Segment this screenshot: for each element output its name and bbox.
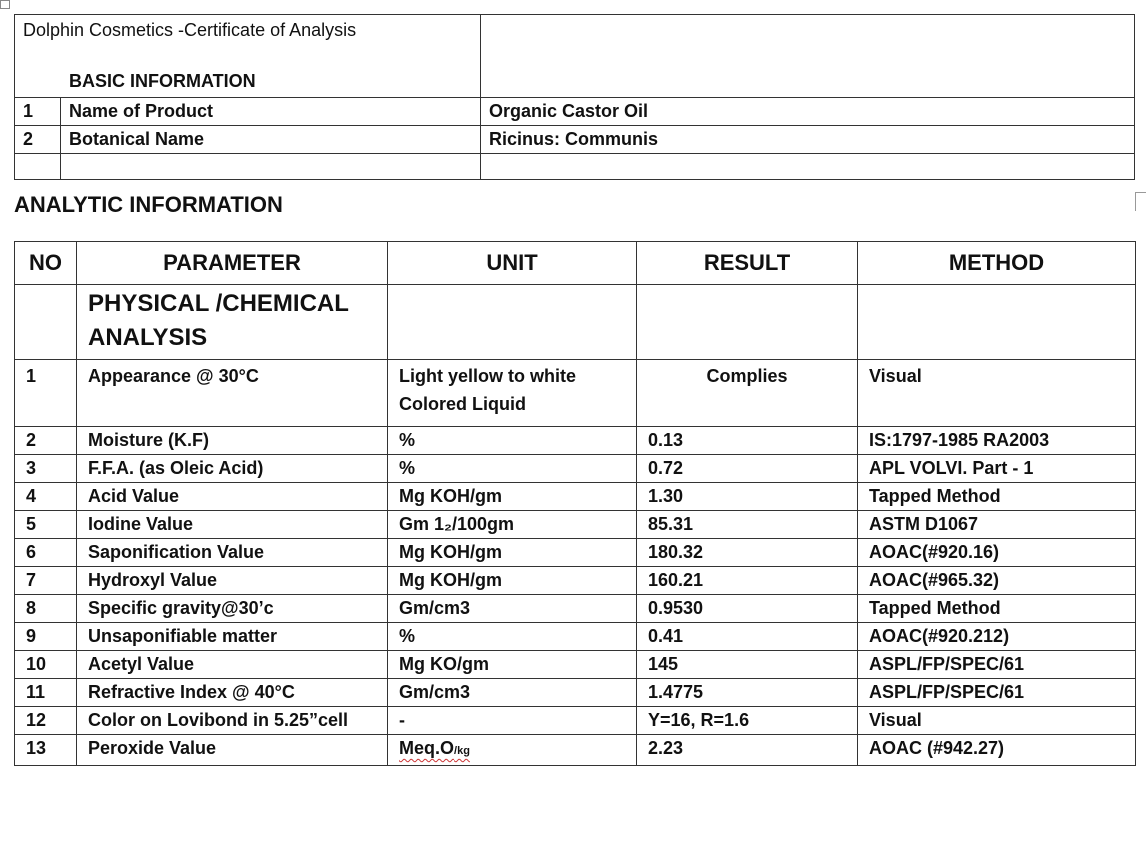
- title-cell: [15, 15, 481, 98]
- header-row: [15, 242, 1136, 285]
- row-number: 3: [15, 455, 77, 483]
- table-row: [15, 126, 1135, 154]
- result-cell: 0.72: [637, 455, 858, 483]
- row-number: 4: [15, 483, 77, 511]
- unit-cell: %: [388, 623, 637, 651]
- table-row: [15, 679, 1136, 707]
- table-resize-handle-icon[interactable]: [1135, 192, 1146, 211]
- method-cell: APL VOLVI. Part - 1: [858, 455, 1136, 483]
- row-number: 1: [15, 360, 77, 427]
- empty-cell: [61, 154, 481, 180]
- field-value: Ricinus: Communis: [481, 126, 1135, 154]
- method-cell: Visual: [858, 360, 1136, 427]
- table-row: [15, 427, 1136, 455]
- parameter-cell: Refractive Index @ 40°C: [77, 679, 388, 707]
- unit-main: Meq.O: [399, 738, 455, 758]
- row-number: 9: [15, 623, 77, 651]
- row-number: 13: [15, 735, 77, 766]
- row-number: 8: [15, 595, 77, 623]
- result-cell: 0.41: [637, 623, 858, 651]
- empty-cell: [637, 285, 858, 360]
- table-row: [15, 98, 1135, 126]
- table-row: [15, 360, 1136, 427]
- parameter-cell: Iodine Value: [77, 511, 388, 539]
- table-row: [15, 595, 1136, 623]
- section-label: PHYSICAL /CHEMICAL ANALYSIS: [77, 285, 388, 360]
- parameter-cell: Specific gravity@30’c: [77, 595, 388, 623]
- result-cell: 160.21: [637, 567, 858, 595]
- empty-cell: [388, 285, 637, 360]
- header-parameter: PARAMETER: [77, 242, 388, 285]
- header-method: METHOD: [858, 242, 1136, 285]
- result-cell: 85.31: [637, 511, 858, 539]
- row-number: 10: [15, 651, 77, 679]
- parameter-cell: Color on Lovibond in 5.25”cell: [77, 707, 388, 735]
- unit-cell: Mg KOH/gm: [388, 539, 637, 567]
- method-cell: AOAC(#965.32): [858, 567, 1136, 595]
- analytic-information-table: [14, 241, 1136, 766]
- parameter-cell: Acetyl Value: [77, 651, 388, 679]
- method-cell: ASPL/FP/SPEC/61: [858, 679, 1136, 707]
- parameter-cell: Moisture (K.F): [77, 427, 388, 455]
- empty-cell: [481, 154, 1135, 180]
- table-row: [15, 567, 1136, 595]
- empty-row: [15, 154, 1135, 180]
- parameter-cell: Appearance @ 30°C: [77, 360, 388, 427]
- unit-subscript: /kg: [454, 745, 470, 757]
- parameter-cell: Unsaponifiable matter: [77, 623, 388, 651]
- header-no: NO: [15, 242, 77, 285]
- method-cell: IS:1797-1985 RA2003: [858, 427, 1136, 455]
- unit-cell: Light yellow to white Colored Liquid: [388, 360, 637, 427]
- result-cell: 0.13: [637, 427, 858, 455]
- unit-cell: Mg KOH/gm: [388, 567, 637, 595]
- row-number: 5: [15, 511, 77, 539]
- unit-cell: -: [388, 707, 637, 735]
- method-cell: Tapped Method: [858, 595, 1136, 623]
- parameter-cell: F.F.A. (as Oleic Acid): [77, 455, 388, 483]
- method-cell: AOAC(#920.212): [858, 623, 1136, 651]
- result-cell: 0.9530: [637, 595, 858, 623]
- row-number: 2: [15, 126, 61, 154]
- header-result: RESULT: [637, 242, 858, 285]
- result-cell: 2.23: [637, 735, 858, 766]
- document-title: Dolphin Cosmetics -Certificate of Analysis: [23, 20, 357, 40]
- unit-cell: %: [388, 455, 637, 483]
- result-cell: Y=16, R=1.6: [637, 707, 858, 735]
- header-unit: UNIT: [388, 242, 637, 285]
- table-move-handle-icon[interactable]: [0, 0, 10, 9]
- result-cell: 180.32: [637, 539, 858, 567]
- parameter-cell: Hydroxyl Value: [77, 567, 388, 595]
- table-row: [15, 511, 1136, 539]
- result-cell: 1.30: [637, 483, 858, 511]
- table-row: [15, 735, 1136, 766]
- row-number: 11: [15, 679, 77, 707]
- result-cell: Complies: [637, 360, 858, 427]
- method-cell: ASTM D1067: [858, 511, 1136, 539]
- unit-cell: Gm 1₂/100gm: [388, 511, 637, 539]
- basic-information-heading: BASIC INFORMATION: [69, 71, 256, 91]
- result-cell: 145: [637, 651, 858, 679]
- row-number: 12: [15, 707, 77, 735]
- unit-cell: Mg KO/gm: [388, 651, 637, 679]
- method-cell: Tapped Method: [858, 483, 1136, 511]
- unit-cell: Gm/cm3: [388, 679, 637, 707]
- analytic-information-heading: ANALYTIC INFORMATION: [14, 192, 283, 217]
- parameter-cell: Peroxide Value: [77, 735, 388, 766]
- table-row: [15, 483, 1136, 511]
- row-number: 6: [15, 539, 77, 567]
- unit-cell: %: [388, 427, 637, 455]
- row-number: 2: [15, 427, 77, 455]
- table-row: [15, 651, 1136, 679]
- table-row: [15, 623, 1136, 651]
- unit-cell: [388, 735, 637, 766]
- parameter-cell: Saponification Value: [77, 539, 388, 567]
- result-cell: 1.4775: [637, 679, 858, 707]
- method-cell: AOAC(#920.16): [858, 539, 1136, 567]
- method-cell: ASPL/FP/SPEC/61: [858, 651, 1136, 679]
- unit-cell: Mg KOH/gm: [388, 483, 637, 511]
- unit-cell: Gm/cm3: [388, 595, 637, 623]
- field-value: Organic Castor Oil: [481, 98, 1135, 126]
- table-row: [15, 707, 1136, 735]
- empty-cell: [15, 285, 77, 360]
- empty-cell: [481, 15, 1135, 98]
- empty-cell: [15, 154, 61, 180]
- row-number: 7: [15, 567, 77, 595]
- method-cell: AOAC (#942.27): [858, 735, 1136, 766]
- title-row: [15, 15, 1135, 98]
- parameter-cell: Acid Value: [77, 483, 388, 511]
- method-cell: Visual: [858, 707, 1136, 735]
- field-label: Botanical Name: [61, 126, 481, 154]
- section-row: [15, 285, 1136, 360]
- empty-cell: [858, 285, 1136, 360]
- table-row: [15, 539, 1136, 567]
- table-row: [15, 455, 1136, 483]
- row-number: 1: [15, 98, 61, 126]
- basic-information-table: [14, 14, 1135, 180]
- field-label: Name of Product: [61, 98, 481, 126]
